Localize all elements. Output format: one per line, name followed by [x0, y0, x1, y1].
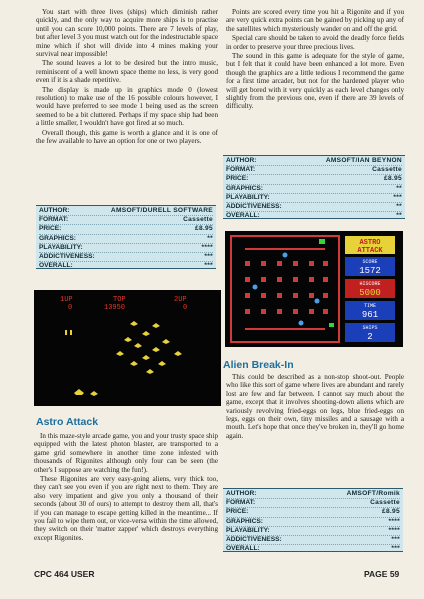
rating-label: ADDICTIVENESS: — [226, 203, 282, 211]
paragraph: These Rigonites are very easy-going aliens, very thick too, they can't see you even if you are right next to them. They are also very impatient and give you only a thousand of their seconds (about 30 of ours) to attempt to destroy them all, that's if you can manage to escape getting killed in the meantime... If you fail to wipe them out, or vice-versa within the time allowed, they switch on their 'matter zapper' which destroys everything except Rigonites. — [34, 475, 218, 542]
rating-label: AUTHOR: — [39, 207, 70, 214]
time-label: TIME — [363, 303, 377, 309]
rating-label: ADDICTIVENESS: — [39, 253, 95, 261]
time-value: 961 — [361, 310, 379, 320]
rating-value: AMSOFT/IAN BEYNON — [325, 157, 402, 164]
rating-value: £8.95 — [381, 508, 400, 516]
rating-row-playability — [226, 527, 400, 536]
article-column-left-top — [36, 8, 218, 147]
rating-row-graphics — [226, 185, 402, 194]
p1-label: 1UP — [60, 296, 73, 304]
alien-break-in-title: Alien Break-In — [223, 359, 294, 371]
rating-value: £8.95 — [194, 225, 213, 233]
logo-line-2: ATTACK — [357, 247, 383, 255]
rating-row-price — [39, 225, 213, 234]
rating-label: GRAPHICS: — [39, 234, 76, 242]
rating-row-overall — [39, 262, 213, 270]
rating-value: ** — [396, 184, 402, 192]
rating-row-graphics — [39, 235, 213, 244]
rating-row-graphics — [226, 518, 400, 527]
rating-label: PLAYABILITY: — [226, 526, 270, 534]
score-value: 1572 — [359, 266, 381, 276]
rating-label: PRICE: — [39, 225, 62, 233]
rating-row-author — [226, 157, 402, 166]
rating-value: Cassette — [183, 216, 213, 224]
p1-score: 0 — [68, 304, 73, 312]
hiscore-label: HISCORE — [359, 281, 381, 287]
rating-row-format — [226, 166, 402, 175]
paragraph: Special care should be taken to avoid the deadly force fields in order to preserve your three precious lives. — [226, 34, 404, 51]
paragraph: The sound in this game is adequate for the style of game, but I felt that it could have been enhanced a lot more. Even though the graphics are a little tedious I recommend the game for a first time arcader, but not for the hardened player who will get bored with it very quickly as each level changes only slightly from the previous one, even if there are 39 levels of difficulty. — [226, 52, 404, 111]
rating-row-addictiveness — [39, 253, 213, 262]
paragraph: Points are scored every time you hit a Rigonite and if you are very quick extra points can be gained by picking up any of the satellites which mysteriously wander on and off the grid. — [226, 8, 404, 33]
rating-label: FORMAT: — [226, 499, 256, 507]
rating-label: AUTHOR: — [226, 157, 257, 164]
astro-attack-game-image — [34, 290, 221, 406]
rating-row-price — [226, 175, 402, 184]
rating-value: *** — [204, 253, 213, 261]
rating-value: **** — [201, 243, 213, 251]
paragraph: The sound leaves a lot to be desired but the intro music, reminiscent of a well known space theme no less, is very good even if it is a shade repetitive. — [36, 59, 218, 85]
rating-value: ** — [396, 212, 402, 220]
rating-row-price — [226, 508, 400, 517]
rating-value: *** — [204, 262, 213, 270]
rating-label: OVERALL: — [226, 545, 260, 553]
rating-row-playability — [226, 194, 402, 203]
rating-label: PRICE: — [226, 508, 249, 516]
hiscore-value: 5000 — [359, 288, 381, 298]
rating-row-overall — [226, 545, 400, 553]
rating-value: £8.95 — [383, 175, 402, 183]
rating-label: FORMAT: — [226, 166, 256, 174]
rating-label: PLAYABILITY: — [226, 193, 270, 201]
rating-label: OVERALL: — [39, 262, 73, 270]
page-number: PAGE 59 — [364, 569, 400, 579]
rating-value: *** — [391, 536, 400, 544]
ships-label: SHIPS — [362, 325, 378, 331]
rating-row-addictiveness — [226, 536, 400, 545]
rating-label: AUTHOR: — [226, 490, 257, 497]
rating-row-format — [39, 216, 213, 225]
rating-label: GRAPHICS: — [226, 517, 263, 525]
paragraph: This could be described as a non-stop shoot-out. People who like this sort of game where lives are abundant and rarely lost are few and far between. I cannot say much about the game, except that it involves shooting-down aliens which are variously revolving fried-eggs on legs, blue fried-eggs on legs, eggs on their own, tiny missiles and a sausage with a mouth. Let's hope that once they've broken in, they'll go home again. — [226, 373, 404, 440]
ships-value: 2 — [367, 332, 373, 342]
rating-label: PRICE: — [226, 175, 249, 183]
rating-row-playability — [39, 244, 213, 253]
rating-label: FORMAT: — [39, 216, 69, 224]
paragraph: The display is made up in graphics mode 0 (lowest resolution) to make use of the 16 possible colours however, I would have preferred to see mode 1 being used as the screen seemed to be a bit cluttered. Perhaps if my space ship had been a little smaller, I wouldn't have got fired at so much. — [36, 85, 218, 128]
rating-label: GRAPHICS: — [226, 184, 263, 192]
ratings-box-right-top — [223, 155, 405, 219]
rating-value: Cassette — [372, 166, 402, 174]
rating-row-addictiveness — [226, 203, 402, 212]
score-label: SCORE — [362, 259, 378, 265]
article-column-right-bottom — [226, 373, 404, 441]
top-label: TOP — [113, 296, 126, 304]
top-score: 13950 — [104, 304, 126, 312]
rating-value: **** — [388, 526, 400, 534]
rating-value: ** — [207, 234, 213, 242]
alien-break-in-screenshot — [225, 231, 403, 347]
magazine-name: CPC 464 USER — [34, 569, 95, 579]
paragraph: In this maze-style arcade game, you and your trusty space ship equipped with the latest photon blaster, are transported to a game grid somewhere in another time zone infested with thousands of Rigonites although only four can be seen (the other's I suppose are watching the fun!). — [34, 432, 218, 474]
ratings-box-right-bottom — [223, 488, 403, 552]
rating-value: *** — [393, 193, 402, 201]
astro-attack-screenshot — [34, 290, 221, 406]
rating-row-overall — [226, 212, 402, 220]
rating-row-author — [226, 490, 400, 499]
article-column-left-bottom — [34, 432, 218, 543]
article-column-right-top — [226, 8, 404, 112]
p2-label: 2UP — [174, 296, 187, 304]
rating-label: OVERALL: — [226, 212, 260, 220]
p2-score: 0 — [183, 304, 188, 312]
astro-attack-title: Astro Attack — [36, 416, 99, 428]
rating-row-author — [39, 207, 213, 216]
ratings-box-left — [36, 205, 216, 269]
rating-value: **** — [388, 517, 400, 525]
rating-value: Cassette — [370, 499, 400, 507]
alien-break-in-game-image — [225, 231, 403, 347]
rating-row-format — [226, 499, 400, 508]
rating-value: AMSOFT/DURELL SOFTWARE — [110, 207, 213, 214]
rating-value: ** — [396, 203, 402, 211]
logo-line-1: ASTRO — [359, 239, 381, 247]
rating-value: AMSOFT/Romik — [346, 490, 400, 497]
paragraph: Overall though, this game is worth a glance and it is one of the few available to have an option for one or two players. — [36, 128, 218, 146]
rating-label: PLAYABILITY: — [39, 243, 83, 251]
rating-label: ADDICTIVENESS: — [226, 536, 282, 544]
paragraph: You start with three lives (ships) which diminish rather quickly, and the only way to acquire more ships is to practise until you can score 10,000 points. There are 7 levels of play, but after level 3 you must watch out for the indestructable space mine which if shot will divide into 4 mines making your survival near impossible! — [36, 8, 218, 59]
rating-value: *** — [391, 545, 400, 553]
